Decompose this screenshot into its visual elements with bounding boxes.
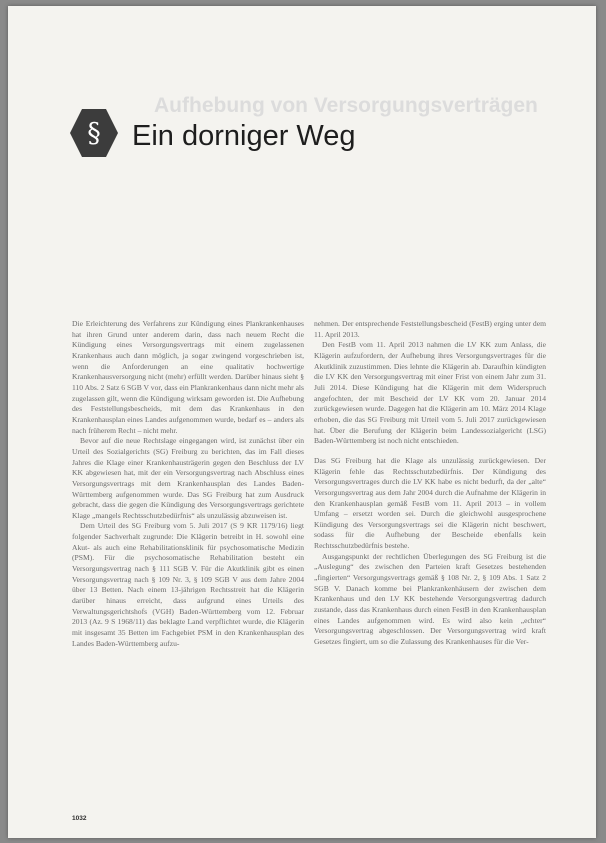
- body-column-left: [72, 319, 304, 649]
- article-kicker: Aufhebung von Versorgungsverträgen: [154, 94, 538, 117]
- body-column-right: [314, 319, 546, 648]
- body-paragraph: Ausgangspunkt der rechtlichen Überlegungen des SG Freiburg ist die „Auslegung“ des zwischen den Parteien kraft Gesetzes bestehenden „fingierten“ Versorgungsvertrags gemäß § 108 Nr. 2, § 109 Abs. 1 Satz 2 SGB V. Danach komme bei Plankrankenhäusern der zwischen dem Krankenhaus und den LV KK bestehende Versorgungsvertrag dadurch zustande, dass das Krankenhaus durch einen FestB in den Krankenhausplan eines Landes aufgenommen wird. Es wird also kein „echter“ Versorgungsvertrag abgeschlossen. Der Versorgungsvertrag wird kraft Gesetzes fingiert, um so die Zulassung des Krankenhauses für die Ver-: [314, 551, 546, 647]
- page-footer: [72, 815, 89, 822]
- paragraph-sign-icon: [68, 107, 120, 159]
- document-page: [8, 6, 596, 838]
- page-number: 1032: [72, 815, 87, 822]
- body-paragraph: Den FestB vom 11. April 2013 nahmen die LV KK zum Anlass, die Klägerin aufzufordern, der Aufhebung ihres Versorgungsvertrages für die Akutklinik zuzustimmen. Dies lehnte die Klägerin ab. Daraufhin kündigten die LV KK den Versorgungsvertrag mit einer Frist von einem Jahr zum 31. Juli 2014. Diese Kündigung hat die Klägerin mit dem Widerspruch angefochten, der mit Bescheid der LV KK vom 20. Januar 2014 zurückgewiesen wurde. Dagegen hat die Klägerin am 10. März 2014 Klage erhoben, die das SG Freiburg mit Urteil vom 5. Juli 2017 zurückgewiesen hat. Über die Berufung der Klägerin beim Landessozialgericht (LSG) Baden-Württemberg ist noch nicht entschieden.: [314, 340, 546, 446]
- body-paragraph: Das SG Freiburg hat die Klage als unzulässig zurückgewiesen. Der Klägerin fehle das Rechtsschutzbedürfnis. Der Kündigung des Versorgungsvertrages durch die LV KK habe es nicht bedurft, da der „alte“ Versorgungsvertrag aus dem Jahr 2004 durch die Aufnahme der Klägerin in den Krankenhausplan gemäß FestB vom 11. April 2013 – in vollem Umfang – ersetzt worden sei. Durch die gleichwohl ausgesprochene Kündigung des Versorgungsvertrags sei die Klägerin nicht beschwert, sodass für die Aufhebung der Bescheide ebenfalls kein Rechtsschutzbedürfnis bestehe.: [314, 455, 546, 551]
- body-paragraph: Dem Urteil des SG Freiburg vom 5. Juli 2017 (S 9 KR 1179/16) liegt folgender Sachverhalt zugrunde: Die Klägerin betreibt in H. sowohl eine Akut- als auch eine Rehabilitationsklinik für psychosomatische Medizin (PSM). Für die psychosomatische Rehabilitation besteht ein Versorgungsvertrag nach § 111 SGB V. Für die Akutklinik gibt es einen Versorgungsvertrag nach § 109 Nr. 3, § 109 SGB V aus dem Jahre 2004 über 13 Betten. Nach einem 13-jährigen Rechtsstreit hat die Klägerin darüber hinaus erreicht, dass aufgrund eines Urteils des Verwaltungsgerichtshofs (VGH) Baden-Württemberg vom 12. Februar 2013 (Az. 9 S 1968/11) das beklagte Land verpflichtet wurde, die Klägerin mit insgesamt 35 Betten im Fachgebiet PSM in den Krankenhausplan des Landes Baden-Württemberg aufzu-: [72, 521, 304, 648]
- svg-text:§: §: [87, 118, 101, 149]
- body-paragraph: nehmen. Der entsprechende Feststellungsbescheid (FestB) erging unter dem 11. April 2013.: [314, 319, 546, 339]
- body-paragraph: Die Erleichterung des Verfahrens zur Kündigung eines Plankrankenhauses hat ihren Grund unter anderem darin, dass nach neuem Recht die Kündigung eines Versorgungsvertrags mit einem zugelassenen Krankenhaus auch dann möglich, ja sogar zwingend vorgeschrieben ist, wenn die Anforderungen an eine qualitativ hochwertige Krankenhausversorgung nicht (mehr) erfüllt werden. Darüber hinaus sieht § 110 Abs. 2 Satz 6 SGB V vor, dass ein Plankrankenhaus dann nicht mehr als zugelassen gilt, wenn die Kündigung wirksam geworden ist. Die Aufhebung des Feststellungsbescheids, mit dem das Krankenhaus in den Krankenhausplan eines Landes aufgenommen wurde, bedarf es – anders als nach früherem Recht – nicht mehr.: [72, 319, 304, 435]
- body-paragraph: Bevor auf die neue Rechtslage eingegangen wird, ist zunächst über ein Urteil des Sozialgerichts (SG) Freiburg zu berichten, das im Fall dieses Jahres die Klage einer Krankenhausträgerin gegen den Beschluss der LV KK abgewiesen hat, mit der ein Versorgungsvertrag nach Abschluss eines Versorgungsvertrags mit dem Krankenhausplan des Landes Baden-Württemberg aufgenommen wurde. Das SG Freiburg hat zum Ausdruck gebracht, dass die gegen die Kündigung des Versorgungsvertrags gerichtete Klage „mangels Rechtsschutzbedürfnis“ als unzulässig abzuweisen ist.: [72, 436, 304, 520]
- article-title: Ein dorniger Weg: [132, 120, 356, 152]
